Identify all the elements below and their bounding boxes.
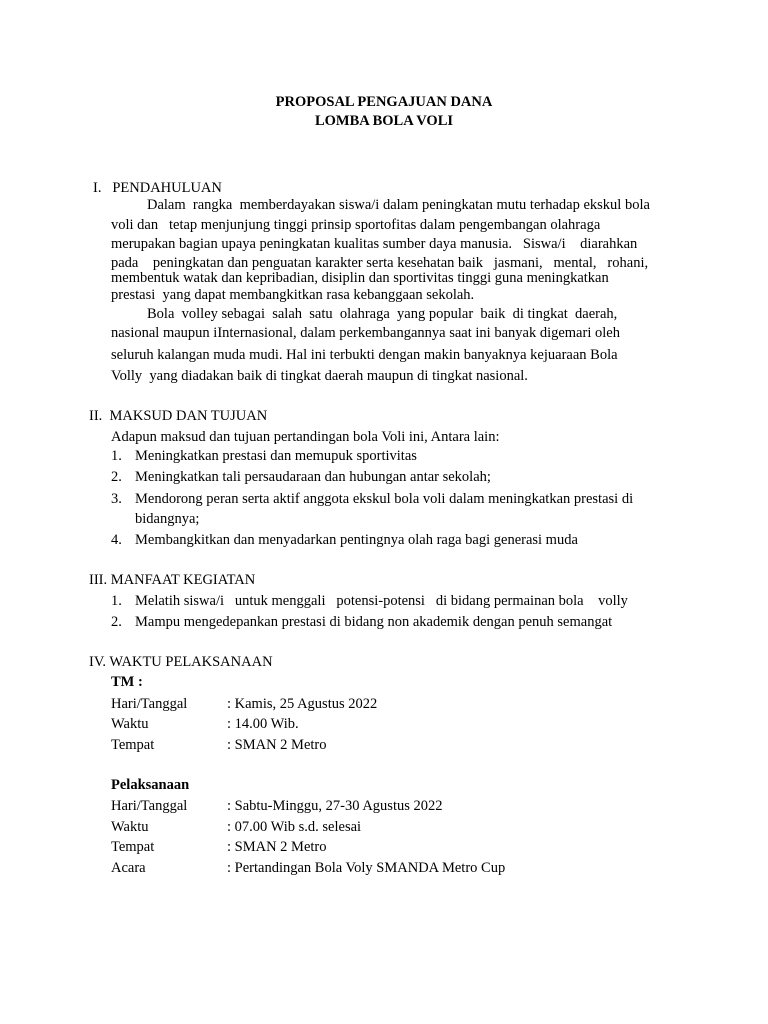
paragraph-line: seluruh kalangan muda mudi. Hal ini terbukti dengan makin banyaknya kejuaraan Bola: [111, 347, 618, 363]
schedule-value: : 07.00 Wib s.d. selesai: [227, 819, 362, 835]
list-number: 2.: [111, 469, 122, 485]
schedule-value: : Sabtu-Minggu, 27-30 Agustus 2022: [227, 798, 443, 814]
doc-title-line2: LOMBA BOLA VOLI: [314, 113, 454, 129]
paragraph-line: Dalam rangka memberdayakan siswa/i dalam peningkatan mutu terhadap ekskul bola: [147, 197, 650, 213]
section-heading-maksud: II. MAKSUD DAN TUJUAN: [89, 408, 268, 424]
paragraph-line: merupakan bagian upaya peningkatan kualitas sumber daya manusia. Siswa/i diarahkan: [111, 236, 638, 252]
schedule-value: : 14.00 Wib.: [227, 716, 299, 732]
list-item: Mampu mengedepankan prestasi di bidang non akademik dengan penuh semangat: [135, 614, 613, 630]
section-heading-waktu: IV. WAKTU PELAKSANAAN: [89, 654, 273, 670]
list-item: Meningkatkan prestasi dan memupuk sportivitas: [135, 448, 417, 464]
schedule-value: : Pertandingan Bola Voly SMANDA Metro Cup: [227, 860, 506, 876]
list-item: Melatih siswa/i untuk menggali potensi-potensi di bidang permainan bola volly: [135, 593, 628, 609]
list-number: 4.: [111, 532, 122, 548]
paragraph-line: Bola volley sebagai salah satu olahraga yang popular baik di tingkat daerah,: [147, 306, 618, 322]
schedule-key: Hari/Tanggal: [111, 798, 188, 814]
schedule-key: Tempat: [111, 839, 155, 855]
section-heading-manfaat: III. MANFAAT KEGIATAN: [89, 572, 256, 588]
paragraph-line: voli dan tetap menjunjung tinggi prinsip sportofitas dalam pengembangan olahraga: [111, 217, 601, 233]
schedule-key: Waktu: [111, 819, 149, 835]
paragraph-line: membentuk watak dan kepribadian, disiplin dan sportivitas tinggi guna meningkatkan: [111, 270, 609, 286]
paragraph-line: Volly yang diadakan baik di tingkat daerah maupun di tingkat nasional.: [111, 368, 528, 384]
doc-title-line1: PROPOSAL PENGAJUAN DANA: [275, 94, 493, 110]
schedule-value: : SMAN 2 Metro: [227, 839, 327, 855]
list-number: 3.: [111, 491, 122, 507]
paragraph-line: pada peningkatan dan penguatan karakter serta kesehatan baik jasmani, mental, rohani,: [111, 255, 649, 271]
schedule-key: Acara: [111, 860, 146, 876]
schedule-key: Hari/Tanggal: [111, 696, 188, 712]
list-item-continuation: bidangnya;: [135, 511, 200, 527]
schedule-value: : SMAN 2 Metro: [227, 737, 327, 753]
schedule-key: Waktu: [111, 716, 149, 732]
list-number: 1.: [111, 448, 122, 464]
paragraph-line: nasional maupun iInternasional, dalam perkembangannya saat ini banyak digemari oleh: [111, 325, 620, 341]
list-item: Membangkitkan dan menyadarkan pentingnya olah raga bagi generasi muda: [135, 532, 578, 548]
paragraph-line: prestasi yang dapat membangkitkan rasa kebanggaan sekolah.: [111, 287, 475, 303]
schedule-key: Tempat: [111, 737, 155, 753]
list-item: Mendorong peran serta aktif anggota ekskul bola voli dalam meningkatkan prestasi di: [135, 491, 634, 507]
tm-label: TM :: [111, 674, 143, 690]
section-heading-pendahuluan: I. PENDAHULUAN: [93, 180, 222, 196]
list-item: Meningkatkan tali persaudaraan dan hubungan antar sekolah;: [135, 469, 491, 485]
pelaksanaan-label: Pelaksanaan: [111, 777, 190, 793]
schedule-value: : Kamis, 25 Agustus 2022: [227, 696, 378, 712]
list-number: 1.: [111, 593, 122, 609]
list-number: 2.: [111, 614, 122, 630]
intro-text: Adapun maksud dan tujuan pertandingan bola Voli ini, Antara lain:: [111, 429, 500, 445]
